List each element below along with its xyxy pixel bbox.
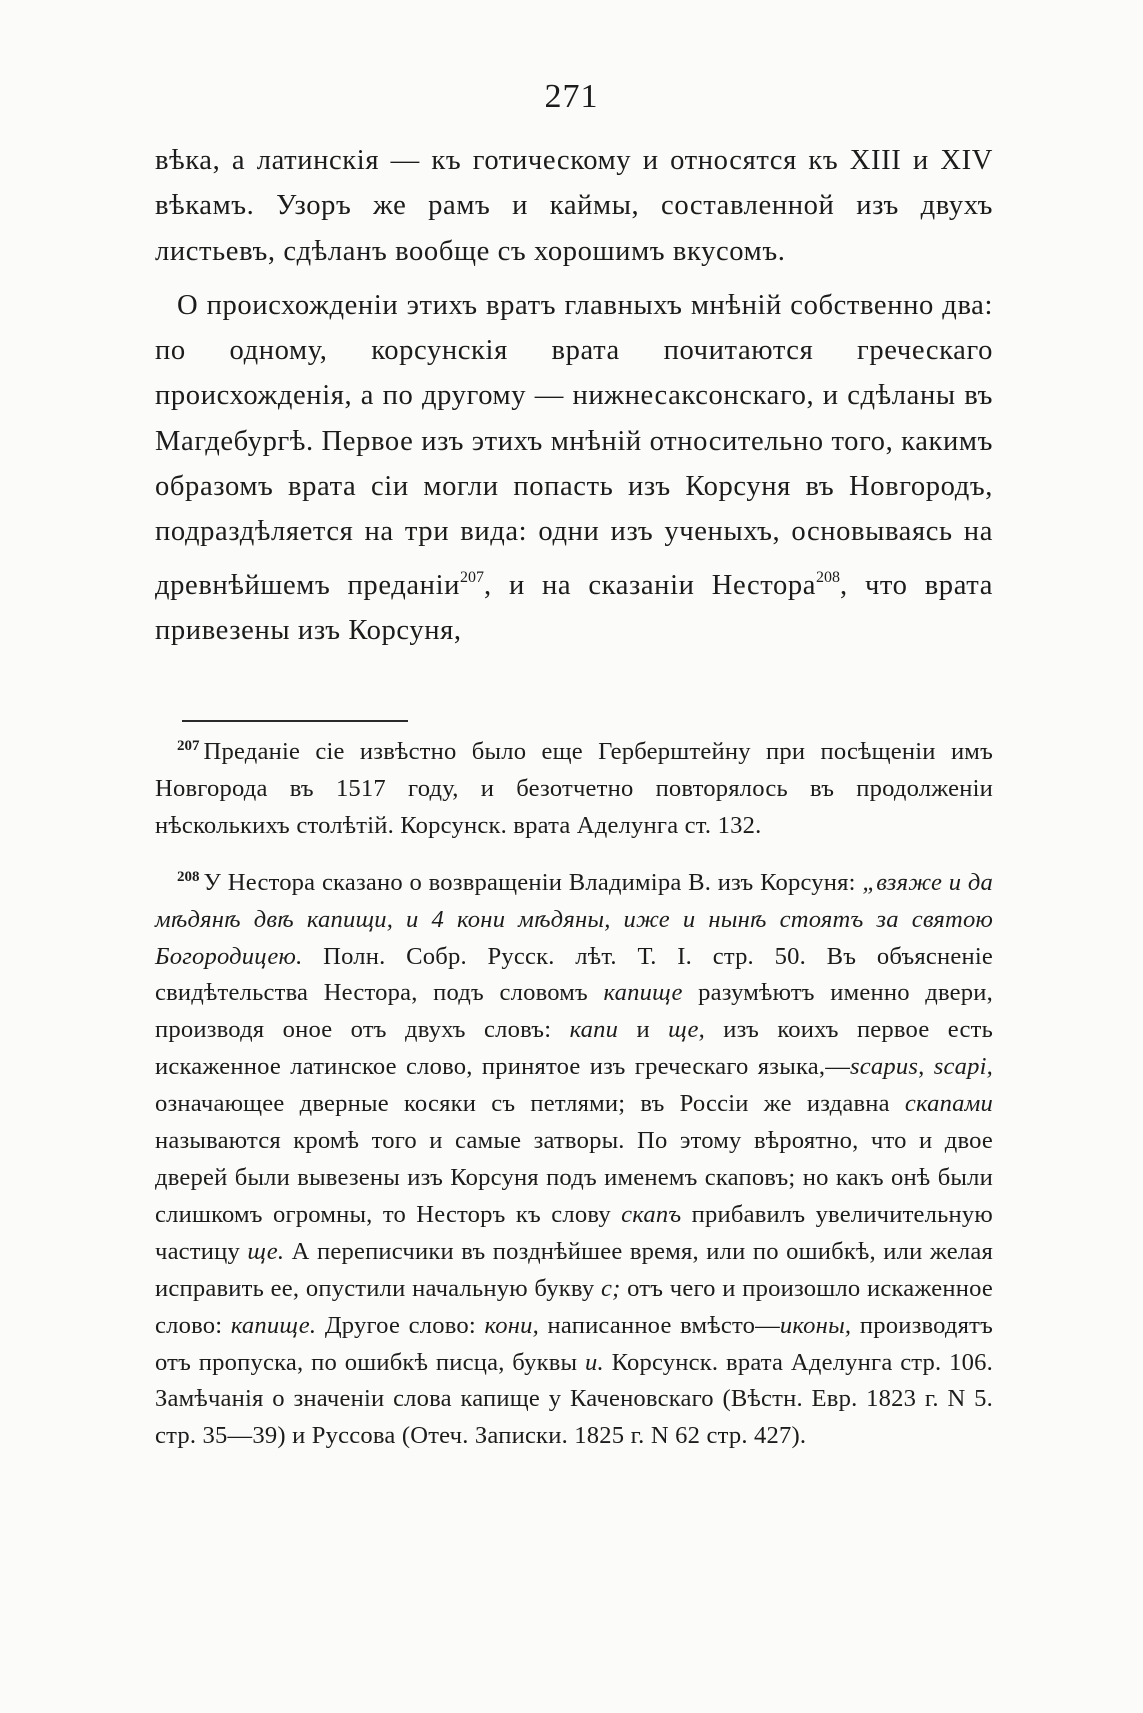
footnote-italic-word: ще, xyxy=(668,1016,705,1044)
paragraph-2-text-c: , что врата привезены изъ Корсуня, xyxy=(155,569,993,646)
footnote-text: называются кромѣ того и самые затворы. По этому вѣроятно, что и двое дверей были вывезены изъ Корсуня подъ именемъ скаповъ; но какъ онѣ были слишкомъ огромны, то Несторъ къ слову xyxy=(155,1127,993,1228)
footnote-text: разумѣютъ именно двери, производя оное отъ двухъ словъ: xyxy=(155,979,993,1044)
footnote-separator xyxy=(182,720,408,722)
footnote-text: Корсунск. врата Аделунга стр. 106. Замѣчанія о значеніи слова капище у Каченовскаго (Вѣстн. Евр. 1823 г. N 5. стр. 35—39) и Руссова (Отеч. Записки. 1825 г. N 62 стр. 427). xyxy=(155,1348,993,1450)
footnote-italic-word: scapus, scapi, xyxy=(849,1053,993,1081)
footnote-italic-word: иконы, xyxy=(779,1311,852,1339)
footnotes xyxy=(155,728,993,1455)
footnote-text: Другое слово: xyxy=(316,1311,485,1339)
paragraph-2 xyxy=(155,283,993,653)
footnote-207 xyxy=(155,728,993,845)
footnote-text: производятъ отъ пропуска, по ошибкѣ писца, буквы xyxy=(155,1311,994,1376)
footnote-text: означающее дверные косяки съ петлями; въ Россіи же издавна xyxy=(155,1090,905,1118)
footnote-text: Преданіе сіе извѣстно было еще Герберштейну при посѣщеніи имъ Новгорода въ 1517 году, и безотчетно повторялось въ продолженіи нѣсколькихъ столѣтій. Корсунск. врата Аделунга ст. 132. xyxy=(155,738,993,839)
footnote-text: прибавилъ увеличительную частицу xyxy=(155,1200,993,1265)
footnote-ref-207: 207 xyxy=(460,568,485,586)
footnote-208 xyxy=(155,859,993,1456)
footnote-text: Полн. Собр. Русск. лѣт. Т. I. стр. 50. Въ объясненіе свидѣтельства Нестора, подъ словомъ xyxy=(155,942,993,1007)
footnote-text: А переписчики въ позднѣйшее время, или по ошибкѣ, или желая исправить ее, опустили начальную букву xyxy=(155,1237,993,1302)
footnote-italic-word: капище. xyxy=(230,1311,317,1339)
footnote-italic-word: ще. xyxy=(247,1237,285,1265)
footnote-text: изъ коихъ первое есть искаженное латинское слово, принятое изъ греческаго языка,— xyxy=(155,1016,993,1081)
footnote-ref-208: 208 xyxy=(816,568,841,586)
footnote-italic-word: кони, xyxy=(484,1311,539,1339)
footnote-italic-word: скапами xyxy=(904,1090,993,1118)
footnote-italic-word: и. xyxy=(585,1348,604,1376)
footnote-text: и xyxy=(618,1016,669,1044)
footnote-mark: 208 xyxy=(177,868,200,885)
footnote-text: У Нестора сказано о возвращеніи Владиміра В. изъ Корсуня: xyxy=(203,868,856,896)
paragraph-2-text-b: , и на сказаніи Нестора xyxy=(484,569,817,601)
footnote-text: написанное вмѣсто— xyxy=(538,1311,780,1339)
footnote-italic-word: с; xyxy=(600,1274,621,1302)
footnote-italic-word: капище xyxy=(603,979,683,1007)
footnote-mark: 207 xyxy=(177,738,200,754)
footnote-text: отъ чего и произошло искаженное слово: xyxy=(155,1274,993,1339)
page-number: 271 xyxy=(544,78,599,115)
footnote-italic-word: капи xyxy=(569,1016,619,1044)
main-text xyxy=(155,138,993,653)
paragraph-1: вѣка, а латинскія — къ готическому и относятся къ XIII и XIV вѣкамъ. Узоръ же рамъ и каймы, составленной изъ двухъ листьевъ, сдѣланъ вообще съ хорошимъ вкусомъ. xyxy=(155,145,993,267)
paragraph-2-text-a: О происхожденіи этихъ вратъ главныхъ мнѣній собственно два: по одному, корсунскія врата почитаются греческаго происхожденія, а по другому — нижнесаксонскаго, и сдѣланы въ Магдебургѣ. Первое изъ этихъ мнѣній относительно того, какимъ образомъ врата сіи могли попасть изъ Корсуня въ Новгородъ, подраздѣляется на три вида: одни изъ ученыхъ, основываясь на древнѣйшемъ преданіи xyxy=(155,289,993,601)
footnote-quote: „взяже и да мѣдянѣ двѣ капищи, и 4 кони мѣдяны, иже и нынѣ стоятъ за святою Богородицею. xyxy=(155,868,993,970)
footnote-italic-word: скапъ xyxy=(621,1200,682,1228)
